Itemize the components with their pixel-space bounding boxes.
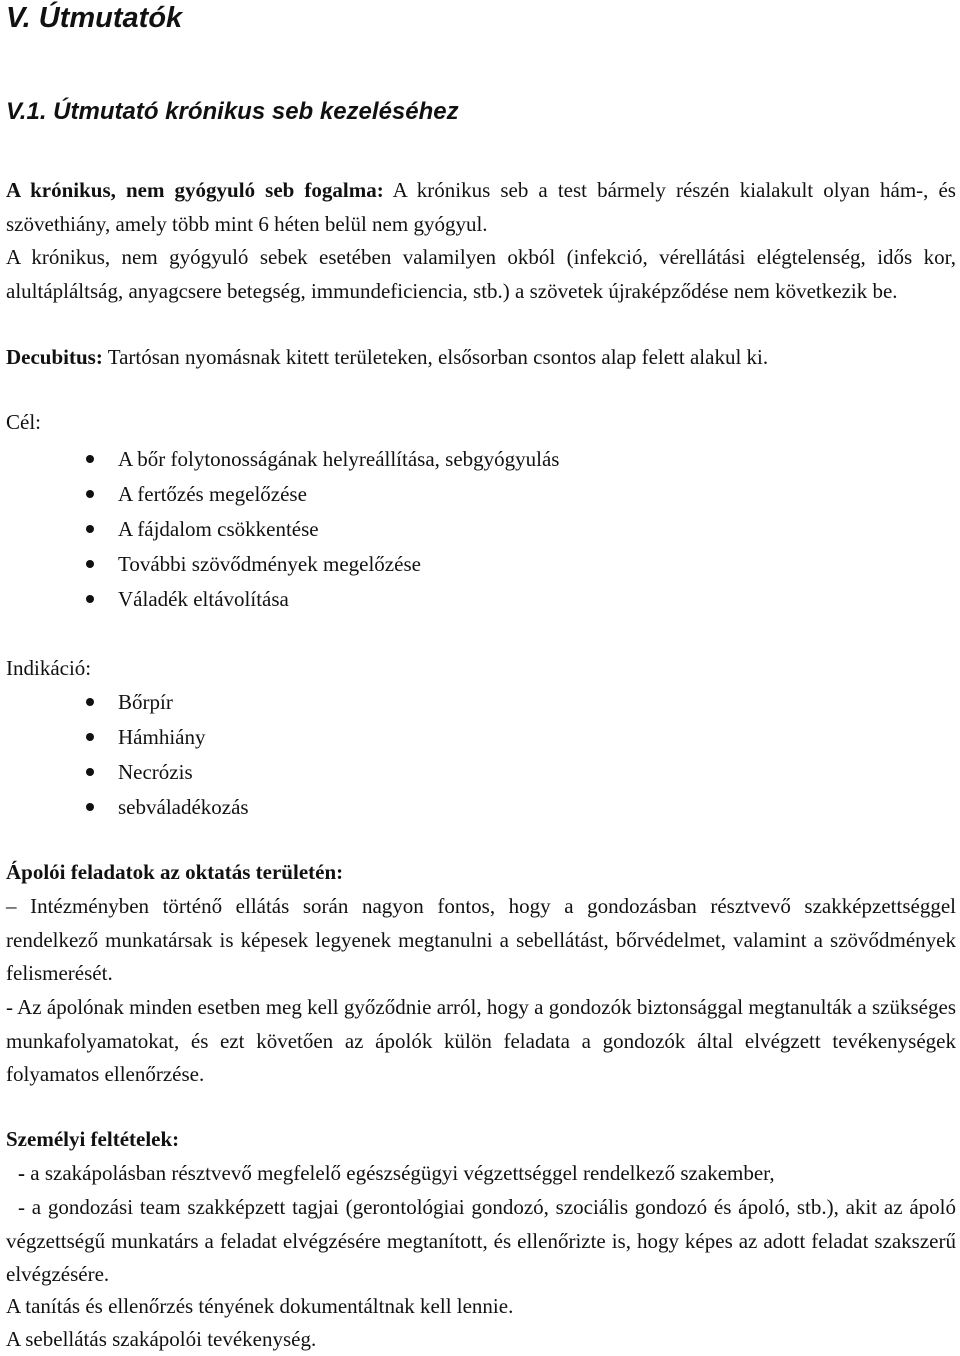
personal-conditions-heading: Személyi feltételek: [6, 1127, 180, 1151]
personal-conditions-line-1 [6, 1157, 960, 1190]
bullet-icon [86, 525, 94, 533]
indication-item [6, 685, 249, 720]
indication-item-text: Necrózis [118, 760, 193, 784]
nursing-tasks-heading: Ápolói feladatok az oktatás területén: [6, 860, 344, 884]
bullet-icon [86, 698, 94, 706]
personal-conditions-paragraph-2: - a gondozási team szakképzett tagjai (gerontológiai gondozó, szociális gondozó és ápoló, stb.), akit az ápoló végzettségű munkatárs a feladat elvégzésére megtanított, és ellenőrizte is, hogy képes az adott feladat szakszerű elvégzésére. [6, 1195, 956, 1286]
personal-conditions-dash: - [18, 1161, 25, 1185]
nursing-tasks-paragraph-2: - Az ápolónak minden esetben meg kell győződnie arról, hogy a gondozók biztonsággal megtanulták a szükséges munkafolyamatokat, és ezt követően az ápolók külön feladata a gondozók által elvégzett tevékenységek folyamatos ellenőrzése. [6, 995, 956, 1086]
bullet-icon [86, 595, 94, 603]
decubitus-paragraph [6, 341, 956, 374]
definition-paragraph [6, 174, 956, 241]
section-title: V.1. Útmutató krónikus seb kezeléséhez [6, 98, 459, 125]
bullet-icon [86, 803, 94, 811]
personal-conditions-line-3: A tanítás és ellenőrzés tényének dokumentáltnak kell lennie. [6, 1294, 514, 1318]
goal-item [6, 477, 559, 512]
indication-item-text: Hámhiány [118, 725, 206, 749]
decubitus-text: Tartósan nyomásnak kitett területeken, elsősorban csontos alap felett alakul ki. [102, 345, 769, 369]
indication-list [6, 685, 249, 825]
personal-conditions-line-1-text: a szakápolásban résztvevő megfelelő egészségügyi végzettséggel rendelkező szakember, [25, 1161, 775, 1185]
goal-item [6, 547, 559, 582]
goal-item [6, 512, 559, 547]
goal-item [6, 442, 559, 477]
indication-item [6, 755, 249, 790]
bullet-icon [86, 560, 94, 568]
goal-item-text: Váladék eltávolítása [118, 587, 289, 611]
goal-list [6, 442, 559, 617]
indication-item-text: sebváladékozás [118, 795, 249, 819]
bullet-icon [86, 455, 94, 463]
nursing-tasks-paragraph-1: – Intézményben történő ellátás során nagyon fontos, hogy a gondozásban résztvevő szakképzettséggel rendelkező munkatársak is képesek legyenek megtanulni a sebellátást, bőrvédelmet, valamint a szövődmények felismerését. [6, 894, 956, 985]
indication-label: Indikáció: [6, 656, 92, 680]
goal-item-text: További szövődmények megelőzése [118, 552, 421, 576]
goal-item-text: A fájdalom csökkentése [118, 517, 319, 541]
bullet-icon [86, 768, 94, 776]
goal-item [6, 582, 559, 617]
personal-conditions-line-4: A sebellátás szakápolói tevékenység. [6, 1327, 317, 1351]
goal-item-text: A fertőzés megelőzése [118, 482, 307, 506]
bullet-icon [86, 490, 94, 498]
chapter-title: V. Útmutatók [6, 2, 183, 34]
goal-item-text: A bőr folytonosságának helyreállítása, sebgyógyulás [118, 447, 560, 471]
causes-paragraph: A krónikus, nem gyógyuló sebek esetében valamilyen okból (infekció, vérellátási elégtelenség, idős kor, alultápláltság, anyagcsere betegség, immundeficiencia, stb.) a szövetek újraképződése nem következik be. [6, 245, 956, 303]
indication-item [6, 720, 249, 755]
indication-item-text: Bőrpír [118, 690, 173, 714]
decubitus-term: Decubitus: [6, 345, 103, 369]
definition-term: A krónikus, nem gyógyuló seb fogalma: [6, 178, 384, 202]
goal-label: Cél: [6, 410, 41, 434]
indication-item [6, 790, 249, 825]
bullet-icon [86, 733, 94, 741]
definition-text: A krónikus seb a test bármely részén kialakult olyan hám-, és szövethiány, amely több mint 6 héten belül nem gyógyul. [6, 178, 956, 236]
